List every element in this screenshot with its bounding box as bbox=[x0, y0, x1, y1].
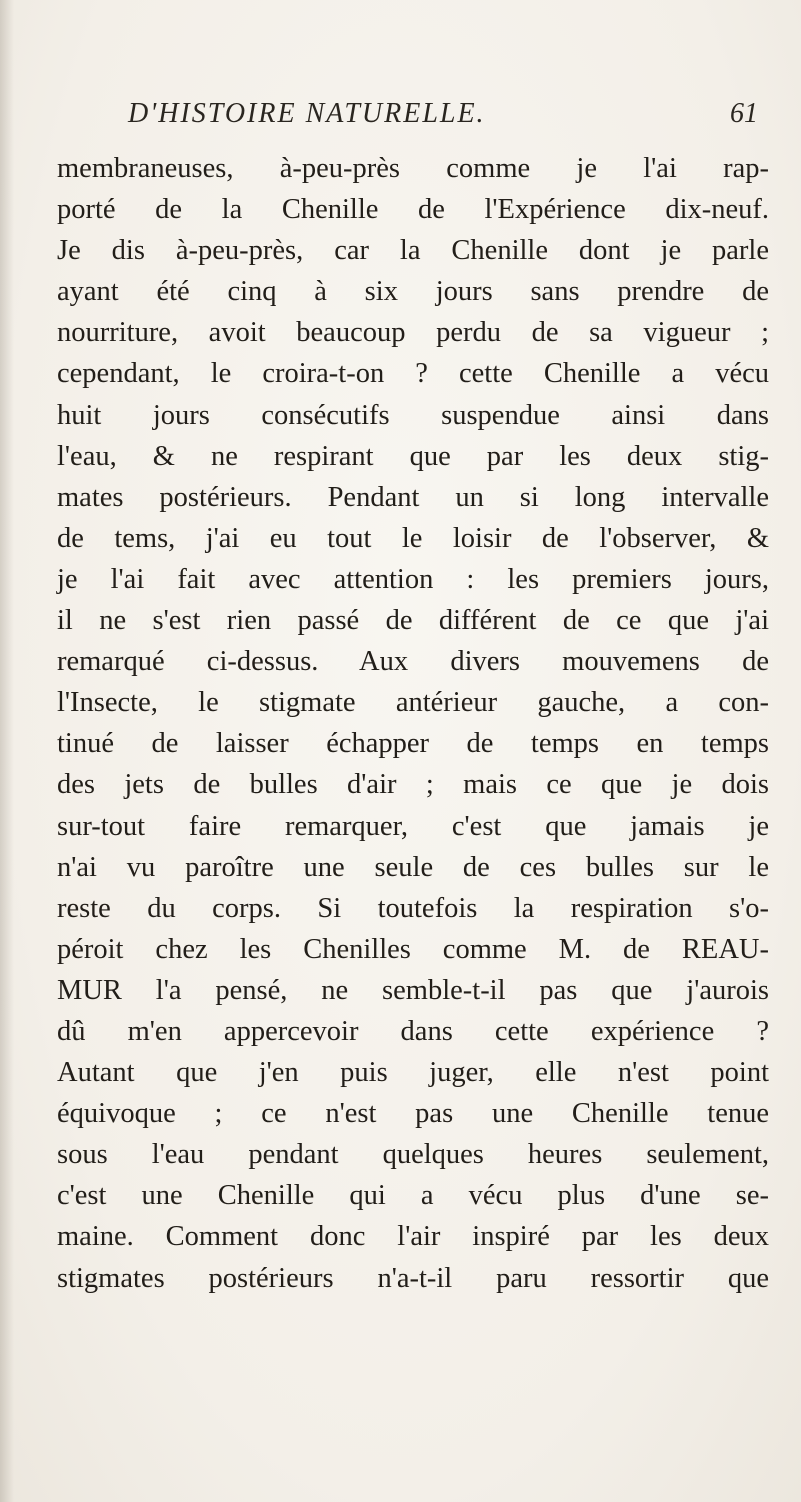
text-line: dû m'en appercevoir dans cette expérience ? bbox=[57, 1015, 769, 1047]
text-line: reste du corps. Si toutefois la respiration s'o- bbox=[57, 892, 769, 924]
text-line: Autant que j'en puis juger, elle n'est point bbox=[57, 1057, 769, 1089]
text-line: huit jours consécutifs suspendue ainsi dans bbox=[57, 399, 769, 431]
text-line: équivoque ; ce n'est pas une Chenille tenue bbox=[57, 1098, 769, 1130]
text-line: stigmates postérieurs n'a-t-il paru ressortir que bbox=[57, 1262, 769, 1294]
text-line: tinué de laisser échapper de temps en temps bbox=[57, 728, 769, 760]
page-edge-shadow bbox=[0, 0, 14, 1502]
text-line: remarqué ci-dessus. Aux divers mouvemens de bbox=[57, 646, 769, 678]
text-line: Je dis à-peu-près, car la Chenille dont je parle bbox=[57, 235, 769, 267]
text-line: porté de la Chenille de l'Expérience dix-neuf. bbox=[57, 194, 769, 226]
text-line: sur-tout faire remarquer, c'est que jamais je bbox=[57, 810, 769, 842]
text-line: il ne s'est rien passé de différent de ce que j'ai bbox=[57, 605, 769, 637]
text-line: je l'ai fait avec attention : les premiers jours, bbox=[57, 563, 769, 595]
text-line: sous l'eau pendant quelques heures seulement, bbox=[57, 1139, 769, 1171]
text-line: ayant été cinq à six jours sans prendre de bbox=[57, 276, 769, 308]
page-header bbox=[128, 98, 758, 138]
text-line: n'ai vu paroître une seule de ces bulles sur le bbox=[57, 851, 769, 883]
page-number: 61 bbox=[730, 98, 758, 129]
text-line: l'eau, & ne respirant que par les deux stig- bbox=[57, 440, 769, 472]
text-line: péroit chez les Chenilles comme M. de REAU- bbox=[57, 933, 769, 965]
running-title: D'HISTOIRE NATURELLE. bbox=[128, 98, 486, 129]
text-line: l'Insecte, le stigmate antérieur gauche, a con- bbox=[57, 687, 769, 719]
text-line: mates postérieurs. Pendant un si long intervalle bbox=[57, 481, 769, 513]
body-text bbox=[57, 148, 769, 1299]
text-line: cependant, le croira-t-on ? cette Chenille a vécu bbox=[57, 358, 769, 390]
text-line: de tems, j'ai eu tout le loisir de l'observer, & bbox=[57, 522, 769, 554]
text-line: des jets de bulles d'air ; mais ce que je dois bbox=[57, 769, 769, 801]
text-line: c'est une Chenille qui a vécu plus d'une se- bbox=[57, 1180, 769, 1212]
text-line: MUR l'a pensé, ne semble-t-il pas que j'aurois bbox=[57, 974, 769, 1006]
text-line: maine. Comment donc l'air inspiré par les deux bbox=[57, 1221, 769, 1253]
text-line: nourriture, avoit beaucoup perdu de sa vigueur ; bbox=[57, 317, 769, 349]
text-line: membraneuses, à-peu-près comme je l'ai rap- bbox=[57, 153, 769, 184]
